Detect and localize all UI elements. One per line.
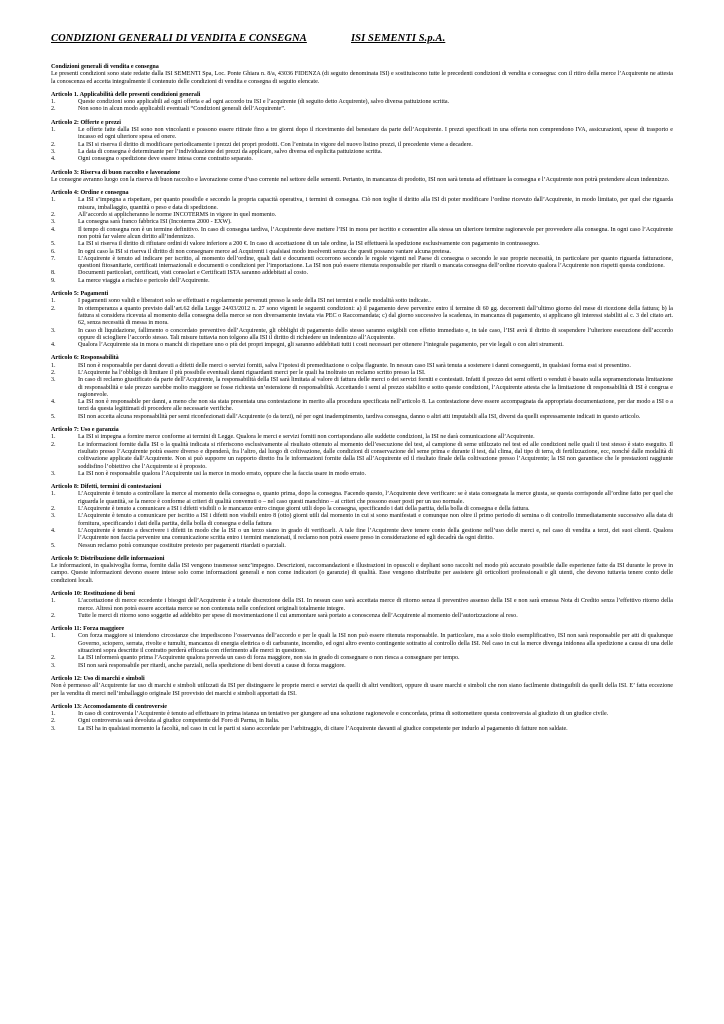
- clause-item: [51, 241, 673, 248]
- clause-item: [51, 655, 673, 662]
- clause-text: Ogni consegna o spedizione deve essere intesa come contratto separato.: [78, 156, 253, 163]
- clause-item: [51, 149, 673, 156]
- clause-text: Il tempo di consegna non è un termine definitivo. In caso di consegna tardiva, l’Acquirente deve mettere l’ISI in mora per iscritto e consentire alla stessa un ulteriore termine ragionevole per provvedere alla consegna. In ogni caso l’Acquirente non potrà far valere alcun diritto all’indennizzo.: [78, 226, 673, 240]
- section-paragraph: Non è permesso all’Acquirente far uso di marchi e simboli utilizzati da ISI per distinguere le proprie merci e servizi da quelli di altri venditori, oppure di usare marchi e simboli che non siano facilmente distinguibili da quelli della ISI. E’ fatta eccezione per la vendita di merci nell’imballaggio originale ISI provvisto dei marchi e simboli apportati da ISI.: [51, 683, 673, 697]
- clause-number: 1.: [51, 99, 56, 106]
- clause-number: 2.: [51, 212, 56, 219]
- clause-text: Ogni controversia sarà devoluta al giudice competente del Foro di Parma, in Italia.: [78, 718, 280, 725]
- clause-number: 2.: [51, 369, 56, 376]
- clause-number: 8.: [51, 270, 56, 277]
- clause-number: 2.: [51, 141, 56, 148]
- clause-item: [51, 726, 673, 733]
- clause-number: 2.: [51, 506, 56, 513]
- section-title: Articolo 9: Distribuzione delle informazioni: [51, 555, 165, 562]
- clause-item: [51, 513, 673, 528]
- clause-text: Nessun reclamo potrà comunque costituire pretesto per pagamenti ritardati o parziali.: [78, 542, 286, 549]
- clause-item: [51, 711, 673, 718]
- clause-text: La ISI non è responsabile per danni, a meno che non sia stata presentata una contestazione in merito alla procedura specificata nell’articolo 8. La contestazione deve essere accompagnata da appropriata documentazione, per dar modo a ISI o a terzi da questa legittimati di procedere alle necessarie verifiche.: [78, 399, 673, 413]
- section: [51, 64, 673, 86]
- clause-number: 5.: [51, 241, 56, 248]
- clause-text: La merce viaggia a rischio e pericolo dell’Acquirente.: [78, 277, 210, 284]
- clause-number: 4.: [51, 527, 56, 534]
- clause-text: La consegna sarà franco fabbrica ISI (Incoterms 2000 - EXW).: [78, 219, 232, 226]
- clause-text: La ISI s’impegna a rispettare, per quanto possibile e secondo la propria capacità operativa, i termini di consegna. Ciò non toglie il diritto alla ISI di poter modificare l’ordine ricevuto dall’Acquirente, in modo limitato, per quel che riguarda misura, imballaggio, quantità o peso e data di spedizione.: [78, 197, 673, 211]
- clause-text: In caso di reclamo giustificato da parte dell’Acquirente, la responsabilità della ISI sarà limitata al valore di fattura delle merci o dei servizi forniti e contestati. Infatti il prezzo dei semi offerti o venduti è basato sulla sopramenzionata limitazione di responsabilità e tale prezzo sarebbe molto maggiore se fosse richiesta un’estensione di responsabilità. Accettando i semi al prezzo stabilito e sotto queste condizioni, l’Acquirente attesta che la limitazione di responsabilità di ISI è congrua e ragionevole.: [78, 377, 673, 398]
- clause-text: La ISI si riserva il diritto di modificare periodicamente i prezzi dei propri prodotti. Con l’entrata in vigore del nuovo listino prezzi, il precedente viene a decadere.: [78, 141, 473, 148]
- section: [51, 190, 673, 285]
- clause-number: 1.: [51, 598, 56, 605]
- clause-text: In caso di controversia l’Acquirente è tenuto ad effettuare in prima istanza un tentativo per giungere ad una soluzione ragionevole e concordata, prima di sottomettere questa controversia al giudizio di un giudice civile.: [78, 711, 609, 718]
- clause-item: [51, 227, 673, 242]
- clause-number: 9.: [51, 277, 56, 284]
- clause-number: 1.: [51, 434, 56, 441]
- section-title: Condizioni generali di vendita e consegna: [51, 64, 159, 70]
- section-title: Articolo 3: Riserva di buon raccolto e lavorazione: [51, 169, 181, 176]
- clause-item: [51, 197, 673, 212]
- section: [51, 170, 673, 185]
- clause-item: [51, 219, 673, 226]
- clause-number: 3.: [51, 148, 56, 155]
- clause-text: L’Acquirente è tenuto a comunicare per iscritto a ISI i difetti non visibili entro 8 (otto) giorni utili dal momento in cui si sono manifestati e comunque non oltre il primo periodo di semina o di controllo immediatamente successivo alla data di fornitura, specificando i dati della partita, della bolla di consegna e della fattura: [78, 513, 673, 527]
- clause-text: L’Acquirente è tenuto a comunicare a ISI i difetti visibili o le mancanze entro cinque giorni utili dopo la consegna, specificando i dati della partita, della bolla di consegna e della fattura.: [78, 506, 530, 513]
- section-paragraph: Le presenti condizioni sono state redatte dalla ISI SEMENTI Spa, Loc. Ponte Ghiara n. 8/a, 43036 FIDENZA (di seguito denominata ISI) e sostituiscono tutte le precedenti condizioni di vendita e consegna: con il ritiro della merce l’Acquirente ne attesta la conoscenza ed accetta integralmente il contenuto delle condizioni di vendita e consegna di seguito elencate.: [51, 71, 673, 85]
- clause-number: 3.: [51, 513, 56, 520]
- clause-number: 6.: [51, 248, 56, 255]
- section: [51, 355, 673, 421]
- clause-text: Qualora l’Acquirente sia in mora o manchi di rispettare uno o più dei propri impegni, gli saranno addebitati tutti i costi necessari per ottenere l’integrale pagamento, per vie legali o con altri strumenti.: [78, 342, 564, 349]
- clause-text: La ISI si impegna a fornire merce conforme ai termini di Legge. Qualora le merci e servizi forniti non corrispondano alle suddette condizioni, la ISI ne darà comunicazione all’Acquirente.: [78, 434, 535, 441]
- clause-item: [51, 328, 673, 343]
- section-title: Articolo 11: Forza maggiore: [51, 626, 125, 633]
- clause-number: 2.: [51, 718, 56, 725]
- clause-text: L’Acquirente è tenuto ad indicare per iscritto, al momento dell’ordine, quali dati e documenti occorrono secondo le regole vigenti nel Paese di consegna o secondo le sue proprie necessità, in particolare per quanto riguarda fatturazione, questioni fitosanitarie, certificati internazionali e documenti o condizioni per l’importazione. La ISI non può essere ritenuta responsabile per ritardi o mancata consegna dell’ordine ricevuto qualora l’Acquirente non rispetti questa condizione.: [78, 255, 673, 270]
- clause-number: 2.: [51, 106, 56, 113]
- section: [51, 484, 673, 550]
- clause-item: [51, 298, 673, 305]
- section: [51, 92, 673, 114]
- clause-text: La ISI non è responsabile qualora l’Acquirente usi la merce in modo errato, oppure che la faccia usare in modo errato.: [78, 470, 366, 477]
- clause-item: [51, 414, 673, 421]
- section-title: Articolo 6: Responsabilità: [51, 355, 119, 362]
- clause-item: [51, 278, 673, 285]
- clause-text: ISI non accetta alcuna responsabilità per semi riconfezionati dall’Acquirente (o da terzi), né per ogni inadempimento, tardiva consegna, danno o altri atti imputabili alla ISI, diversi da quelli espressamente indicati in questo articolo.: [78, 413, 641, 420]
- clause-text: Con forza maggiore si intendono circostanze che impediscono l’osservanza dell’accordo e per le quali la ISI non può essere ritenuta responsabile. In particolare, ma a solo titolo esemplificativo, ISI non sarà responsabile per atti di qualunque Governo, sciopero, serrata, rivolte e tumulti, mancanza di energia elettrica o di carburante, incendio, ed ogni altro evento contingente sottratto al controllo della ISI. Nel caso in cui la merce divenga inidonea alla spedizione a causa di una delle situazioni sopra descritte il contratto perderà efficacia con riferimento alle merci in questione.: [78, 633, 673, 655]
- clause-text: All’accordo si applicheranno le norme INCOTERMS in vigore in quel momento.: [78, 212, 277, 219]
- clause-text: Le informazioni fornite dalla ISI o la qualità indicata si riferiscono esclusivamente al risultato ottenuto al momento dell’esecuzione del test, al campione di seme utilizzato nel test ed alle condizioni nelle quali il test stesso è stato eseguito. Il risultato presso l’Acquirente potrà essere diverso e dipenderà, fra l’altro, dal luogo di coltivazione, dalle condizioni di conservazione del seme prima e durante il test, dal clima, dal tipo di terra, di fertilizzazione, ecc, nonché dalle modalità di coltivazione applicate dall’Acquirente. Non si può supporre un rapporto diretto fra le informazioni fornite dalla ISI all’Acquirente ed il risultato finale della coltivazione presso l’Acquirente; la ISI non garantisce che le prestazioni raggiunte soddisfino l’obiettivo che l’Acquirente si è proposto.: [78, 441, 673, 470]
- clause-number: 3.: [51, 470, 56, 477]
- section: [51, 556, 673, 585]
- clause-text: Queste condizioni sono applicabili ad ogni offerta e ad ogni accordo tra ISI e l’acquirente (di seguito detto Acquirente), salvo diversa pattuizione scritta.: [78, 99, 450, 106]
- clause-item: [51, 613, 673, 620]
- clause-number: 1.: [51, 711, 56, 718]
- clause-text: Documenti particolari, certificati, visti consolari e Certificati ISTA saranno addebitati al costo.: [78, 270, 308, 277]
- section-paragraph: Le informazioni, in qualsivoglia forma, fornite dalla ISI vengono trasmesse senz’impegno. Descrizioni, raccomandazioni e illustrazioni in opuscoli e depliant sono raccolti nel modo più accurato possibile dalle esperienze fatte da ISI durante le prove in campo. Queste informazioni devono essere intese solo come informazioni generali e non come indicatori (o garanzie) di qualità. Esse vengono distribuite per assistere gli orticoltori professionali e gli utenti, che devono tuttavia tenere conto delle condizioni locali.: [51, 563, 673, 584]
- section: [51, 427, 673, 478]
- clause-item: [51, 156, 673, 163]
- clause-item: [51, 491, 673, 506]
- clause-number: 4.: [51, 156, 56, 163]
- clause-text: L’Acquirente è tenuto a controllare la merce al momento della consegna o, quanto prima, dopo la consegna. Facendo questo, l’Acquirente deve verificare: se è stata consegnata la merce giusta, se questa corrisponde all’ordine fatto per quel che riguarda le quantità, se la merce è conforme ai criteri di qualità convenuti o – nel caso questi manchino – ai criteri che possono esser posti per un uso normale.: [78, 491, 673, 505]
- clause-number: 7.: [51, 255, 56, 262]
- clause-text: In caso di liquidazione, fallimento o concordato preventivo dell’Acquirente, gli obblighi di pagamento dello stesso saranno esigibili con effetto immediato e, in tale caso, l’ISI avrà il diritto di sospendere l’ulteriore esecuzione dell’accordo oppure di scioglierе l’accordo stesso. Tali misure tuttavia non tolgono alla ISI il diritto di richiedere un indennizzo all’Acquirente.: [78, 327, 673, 341]
- clause-text: In ottemperanza a quanto previsto dall’art.62 della Legge 24/03/2012 n. 27 sono vigenti le seguenti condizioni: a) il pagamento deve pervenire entro il termine di 60 gg. decorrenti dall’ultimo giorno del mese di ricezione della fattura; b) la fattura si considera ricevuta al momento della consegna della merce se non diversamente inviata via PEC o Raccomandata; c) dal giorno successivo la scadenza, in mancanza di pagamento, si applicano gli interessi stabiliti al c. 3 del citato art. 62, senza necessità di messa in mora.: [78, 305, 673, 327]
- clause-item: [51, 718, 673, 725]
- clause-number: 1.: [51, 633, 56, 640]
- section-title: Articolo 2: Offerte e prezzi: [51, 119, 121, 126]
- clause-text: La ISI ha in qualsiasi momento la facoltà, nel caso in cui le parti si siano accordate per l’arbitraggio, di citare l’Acquirente davanti al giudice competente per indurlo al pagamento di fatture non saldate.: [78, 725, 568, 732]
- section: [51, 591, 673, 620]
- company-name: ISI SEMENTI S.p.A.: [351, 33, 446, 44]
- clause-item: [51, 377, 673, 399]
- section-paragraph: Le consegne avranno luogo con la riserva di buon raccolto e lavorazione come d’uso corrente nel settore delle sementi. Pertanto, in mancanza di prodotto, ISI non sarà tenuta ad effettuare la consegna e l’Acquirente non potrà pretendere alcun indennizzo.: [51, 176, 670, 183]
- clause-item: [51, 434, 673, 441]
- clause-number: 3.: [51, 219, 56, 226]
- clause-number: 3.: [51, 327, 56, 334]
- section-title: Articolo 10: Restituzione di beni: [51, 591, 135, 597]
- clause-number: 4.: [51, 342, 56, 349]
- clause-text: ISI non è responsabile per danni dovuti a difetti delle merci o servizi forniti, salva l’ipotesi di premeditazione o colpa flagrante. In nessun caso ISI sarà tenuta a sostenere i danni conseguenti, in qualsiasi forma essi si presentino.: [78, 362, 631, 369]
- section: [51, 704, 673, 733]
- clause-item: [51, 528, 673, 543]
- clause-item: [51, 442, 673, 471]
- clause-text: Le offerte fatte dalla ISI sono non vincolanti e possono essere ritirate fino a tre giorni dopo il ricevimento del benestare da parte dell’Acquirente. I prezzi specificati in una offerta non comprendono IVA, assicurazioni, spese di trasporto e incasso ed ogni ulteriore spesa ed onere.: [78, 127, 673, 141]
- section: [51, 676, 673, 698]
- clause-item: [51, 249, 673, 256]
- clause-number: 1.: [51, 491, 56, 498]
- section: [51, 626, 673, 670]
- clause-item: [51, 342, 673, 349]
- clause-text: L’Acquirente ha l’obbligo di limitare il più possibile eventuali danni riguardanti merci per le quali ha inoltrato un reclamo scritto presso la ISI.: [78, 369, 426, 376]
- section-title: Articolo 8: Difetti, termini di contestazioni: [51, 484, 162, 491]
- document-body: [51, 64, 673, 733]
- section: [51, 120, 673, 164]
- clause-number: 2.: [51, 305, 56, 312]
- clause-number: 1.: [51, 197, 56, 204]
- clause-number: 3.: [51, 377, 56, 384]
- section-title: Articolo 5: Pagamenti: [51, 291, 109, 298]
- clause-item: [51, 633, 673, 655]
- clause-text: L’accettazione di merce eccedente i bisogni dell’Acquirente è a totale discrezione della ISI. In nessun caso sarà accettata merce di ritorno senza il preventivo assenso della ISI e non sarà emessa Nota di Credito senza l’effettivo ritorno della merce. Altresì non potrà essere accettata merce se non contenuta nelle confezioni originali totalmente integre.: [78, 598, 673, 612]
- clause-text: ISI non sarà responsabile per ritardi, anche parziali, nella spedizione di beni dovuti a cause di forza maggiore.: [78, 662, 346, 669]
- clause-item: [51, 471, 673, 478]
- section-title: Articolo 1. Applicabilità delle presenti condizioni generali: [51, 91, 201, 98]
- clause-text: In ogni caso la ISI si riserva il diritto di non consegnare merce ad Acquirenti i qualsiasi modo insolventi senza che questi possano vantare alcuna pretesa.: [78, 248, 451, 255]
- section-title: Articolo 4: Ordine e consegna: [51, 190, 129, 197]
- clause-number: 2.: [51, 612, 56, 619]
- clause-number: 3.: [51, 662, 56, 669]
- clause-number: 5.: [51, 542, 56, 549]
- clause-number: 4.: [51, 226, 56, 233]
- clause-number: 1.: [51, 362, 56, 369]
- clause-number: 5.: [51, 413, 56, 420]
- clause-text: La data di consegna è determinante per l’individuazione dei prezzi da applicare, salvo diversa ed esplicita pattuizione scritta.: [78, 148, 383, 155]
- clause-item: [51, 306, 673, 328]
- clause-item: [51, 256, 673, 271]
- clause-number: 3.: [51, 725, 56, 732]
- section-title: Articolo 12: Uso di marchi e simboli: [51, 675, 145, 682]
- document-title: CONDIZIONI GENERALI DI VENDITA E CONSEGNA: [51, 33, 307, 44]
- clause-text: L’Acquirente è tenuto a descrivere i difetti in modo che la ISI o un terzo siano in grado di verificarli. A tale fine l’Acquirente deve tenere conto della gestione nell’uso delle merci e, nel caso di vendita a terzi, dei suoi clienti. Qualora l’Acquirente non faccia pervenire una comunicazione scritta entro i termini menzionati, il reclamo non potrà essere preso in considerazione ed egli decadrà da ogni diritto.: [78, 527, 673, 542]
- clause-item: [51, 127, 673, 142]
- clause-text: La ISI informerà quanto prima l’Acquirente qualora preveda un caso di forza maggiore, non sia in grado di consegnare o non riesca a consegnare per tempo.: [78, 655, 460, 662]
- clause-text: Tutte le merci di ritorno sono soggette ad addebito per spese di movimentazione il cui ammontare sarà portato a conoscenza dell’Acquirente al momento dell’autorizzazione al reso.: [78, 612, 518, 619]
- section-title: Articolo 13: Accomodamento di controversie: [51, 703, 167, 710]
- clause-text: La ISI si riserva il diritto di rifiutare ordini di valore inferiore a 200 €. In caso di accettazione di un tale ordine, la ISI effettuerà la spedizione esclusivamente con pagamento in contrassegno.: [78, 241, 540, 248]
- clause-number: 2.: [51, 441, 56, 448]
- clause-text: I pagamenti sono validi e liberatori solo se effettuati e regolarmente pervenuti presso la sede della ISI nei termini e nelle modalità sotto indicate..: [78, 298, 432, 305]
- clause-number: 1.: [51, 127, 56, 134]
- clause-item: [51, 142, 673, 149]
- clause-item: [51, 543, 673, 550]
- section: [51, 291, 673, 349]
- document-header: [51, 33, 673, 44]
- clause-item: [51, 663, 673, 670]
- clause-item: [51, 106, 673, 113]
- clause-number: 2.: [51, 655, 56, 662]
- clause-item: [51, 363, 673, 370]
- clause-item: [51, 399, 673, 414]
- clause-item: [51, 270, 673, 277]
- clause-item: [51, 598, 673, 613]
- clause-text: Non sono in alcun modo applicabili eventuali “Condizioni generali dell’Acquirente”.: [78, 106, 286, 113]
- clause-number: 1.: [51, 298, 56, 305]
- clause-number: 4.: [51, 399, 56, 406]
- section-title: Articolo 7: Uso e garanzia: [51, 427, 119, 434]
